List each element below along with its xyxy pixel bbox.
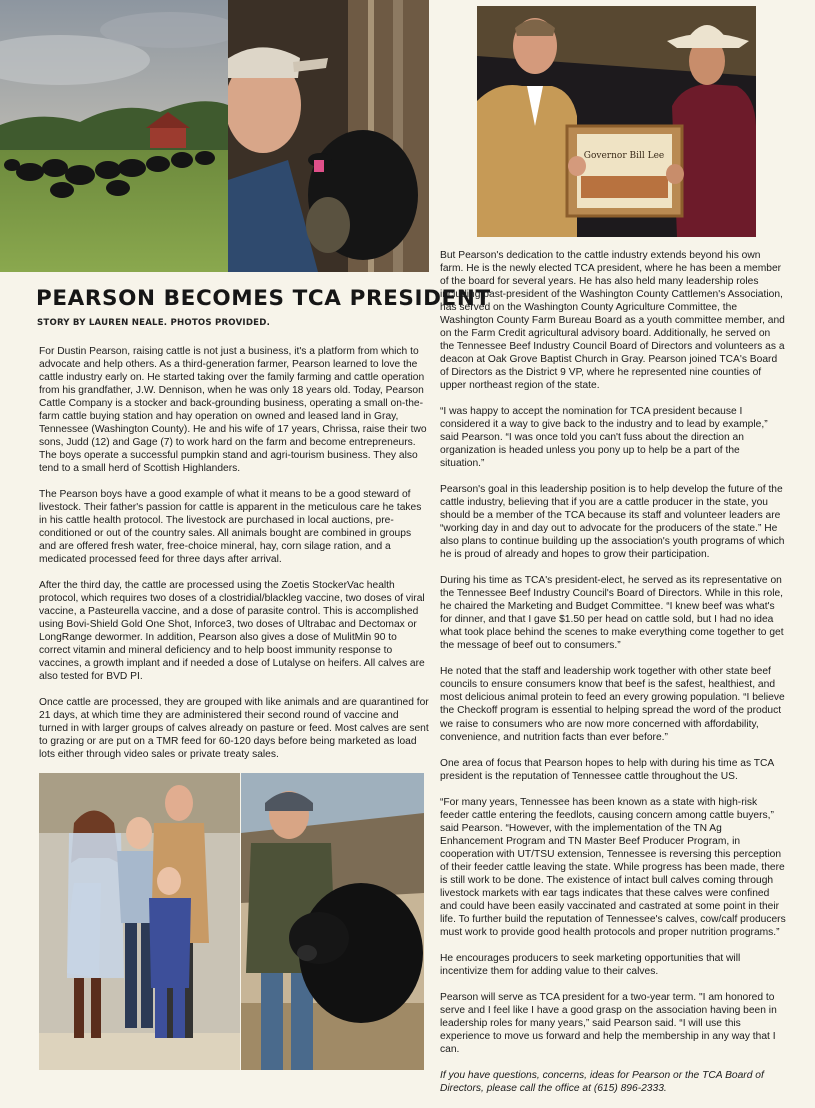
article-title: PEARSON BECOMES TCA PRESIDENT — [36, 286, 491, 311]
paragraph: Pearson's goal in this leadership position is to help develop the future of the cattle industry, believing that if you are a cattle producer in the state, you should be a member of the TCA because its staff and volunteer leaders are “working day in and day out to advocate for the producers of the state.” He also plans to continue building up the association's youth programs of which he is proud of already and hopes to grow their participation. — [440, 484, 785, 561]
photo-award-presentation — [477, 6, 756, 237]
paragraph: He encourages producers to seek marketing opportunities that will incentivize them for adding value to their calves. — [440, 952, 741, 977]
paragraph: He noted that the staff and leadership work together with other state beef councils to ensure consumers know that beef is the safest, healthiest, and most delicious animal protein to feed an every growing population. “I believe the Checkoff program is essential to helping spread the word of the product we raise to consumers who are now more concerned with affordability, convenience, and nutrition facts than ever before.” — [440, 666, 785, 743]
paragraph: After the third day, the cattle are processed using the Zoetis StockerVac health protocol, which requires two doses of a clostridial/blackleg vaccine, two doses of viral vaccine, a Pasteurella vaccine, and a dose of parasite control. This is accomplished using Bovi-Shield Gold One Shot, Inforce3, two doses of Ultrabac and Dectomax or LongRange dewormer. In addition, Pearson also gives a dose of MulitMin 90 to correct vitamin and mineral deficiency and to help boost immunity response to vaccines, a growth implant and if needed a dose of Lutalyse on heifers. All calves are also tested for BVD PI. — [39, 580, 425, 683]
photo-boy-with-highland-calf — [241, 773, 424, 1070]
paragraph: But Pearson's dedication to the cattle industry extends beyond his own farm. He is the newly elected TCA president, where he has been a member of the board for several years. He has also held many leadership roles including past-president of the Washington County Cattlemen's Association, has served on the Washington County Agriculture Committee, the Washington County Farm Bureau Board as a youth committee member, and on the Farm Credit agricultural advisory board. Additionally, he served on the Tennessee Beef Industry Council Board of Directors and volunteers as a deacon at Oak Grove Baptist Church in Gray. Pearson joined TCA's Board of Directors as the District 9 VP, where he represented nine counties of upper northeast region of the state. — [440, 250, 785, 392]
article-byline: STORY BY LAUREN NEALE. PHOTOS PROVIDED. — [37, 318, 271, 328]
paragraph: During his time as TCA's president-elect, he served as its representative on the Tennessee Beef Industry Council's Board of Directors. While in this role, he chaired the Marketing and Budget Committee. “I knew beef was what's for dinner, and that I gave $1.50 per head on cattle sold, but I had no idea what took place behind the scenes to make everything come together to get the message of beef out to consumers.” — [440, 575, 784, 652]
paragraph: One area of focus that Pearson hopes to help with during his time as TCA president is the reputation of Tennessee cattle throughout the US. — [440, 757, 774, 782]
paragraph: The Pearson boys have a good example of what it means to be a good steward of livestock. Their father's passion for cattle is apparent in the meticulous care he takes in his cattle health protocol. The livestock are purchased in local auctions, pre-conditioned or out of the country sales. All animals bought are combined in groups and are offered fresh water, free-choice mineral, hay, corn silage ration, and a medicated processed feed for three days after arrival. — [39, 489, 422, 566]
closing-note: If you have questions, concerns, ideas for Pearson or the TCA Board of Directors, please call the office at (615) 896-2333. — [440, 1069, 764, 1094]
paragraph: For Dustin Pearson, raising cattle is not just a business, it's a platform from which to advocate and help others. As a third-generation farmer, Pearson learned to love the cattle industry early on. He started taking over the family farming and cattle operation from his grandfather, J.W. Dennison, when he was only 18 years old. Today, Pearson Cattle Company is a stocker and back-grounding business, operating a small on-the-farm cattle buying station and hay operation on owned and leased land in Gray, Tennessee (Washington County). He and his wife of 17 years, Chrissa, raise their two sons, Judd (12) and Gage (7) to work hard on the farm and become entrepreneurs. The boys operate a successful pumpkin stand and agri-tourism business. They also tend to a small herd of Scottish Highlanders. — [39, 346, 427, 475]
paragraph: Pearson will serve as TCA president for a two-year term. "I am honored to serve and I feel like I have a good grasp on the association having been in leadership roles for many years,” said Pearson said. “I will use this experience to move us forward and help the membership in any way that I can. — [440, 991, 777, 1055]
paragraph: “I was happy to accept the nomination for TCA president because I considered it a way to give back to the industry and to lead by example,” said Pearson. “I was once told you can't fuss about the direction an organization is headed unless you pony up to help be a part of the situation.” — [440, 406, 768, 470]
right-column — [440, 249, 786, 1108]
left-column — [39, 345, 429, 774]
plaque-text: Governor Bill Lee — [583, 151, 665, 161]
paragraph: “For many years, Tennessee has been known as a state with high-risk feeder cattle entering the feedlots, causing concern among cattle buyers,” said Pearson. “However, with the implementation of the TN Ag Enhancement Program and TN Master Beef Producer Program, in cooperation with UT/TSU extension, Tennessee is reversing this perception of their feeder cattle leaving the state. While progress has been made, there is still work to be done. The existence of intact bull calves coming through livestock markets with ear tags indicates that these calves were confined and could have been easily vaccinated and castrated at some point in their life. To further build the reputation of Tennessee's calves, cow/calf producers must work to provide good health protocols and proper nutrition programs.” — [440, 796, 786, 938]
photo-pearson-with-calf — [228, 0, 429, 272]
paragraph: Once cattle are processed, they are grouped with like animals and are quarantined for 21 days, at which time they are administered their second round of vaccine and turned in with larger groups of calves already on pasture or feed. Most calves are sent to grazing or are put on a TMR feed for 60-120 days before being marketed as load lots either through video sales or private treaty sales. — [39, 697, 429, 761]
photo-cattle-herd — [0, 0, 228, 272]
photo-pearson-family — [39, 773, 240, 1070]
